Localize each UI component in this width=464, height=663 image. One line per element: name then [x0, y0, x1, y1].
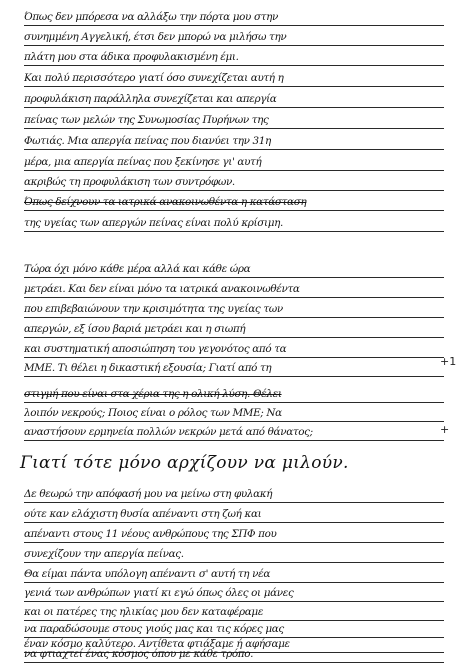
text-line: της υγείας των απεργών πείνας είναι πολύ κρίσιμη. — [24, 216, 444, 232]
text-line: συνημμένη Αγγελική, έτσι δεν μπορώ να μιλήσω την — [24, 30, 444, 46]
text-line: απεργών, εξ ίσου βαριά μετράει και η σιωπή — [24, 322, 444, 338]
text-line: ακριβώς τη προφυλάκιση των συντρόφων. — [24, 175, 444, 191]
heading: Γιατί τότε μόνο αρχίζουν να μιλούν. — [20, 453, 349, 473]
text-line: πλάτη μου στα άδικα προφυλακισμένη έμι. — [24, 50, 444, 66]
margin-mark: + — [440, 423, 450, 436]
text-line: να φτιαχτεί ένας κόσμος όπου με κάθε τρόπο. — [24, 647, 444, 663]
text-line: ΜΜΕ. Τι θέλει η δικαστική εξουσία; Γιατί από τη — [24, 361, 444, 377]
text-line: Θα είμαι πάντα υπόλογη απέναντι σ' αυτή τη νέα — [24, 567, 444, 583]
text-line: απέναντι στους 11 νέους ανθρώπους της ΣΠΦ που — [24, 527, 444, 543]
text-line: Φωτιάς. Μια απεργία πείνας που διανύει την 31η — [24, 134, 444, 150]
text-line: έναν κόσμο καλύτερο. Αντίθετα φτιάξαμε ή αφήσαμε — [24, 637, 444, 653]
text-line-struck: στιγμή που είναι στα χέρια της η ολική λύση. Θέλει — [24, 387, 444, 403]
text-line: και οι πατέρες της ηλικίας μου δεν καταφέραμε — [24, 605, 444, 621]
text-line: συνεχίζουν την απεργία πείνας. — [24, 547, 444, 563]
text-line: πείνας των μελών της Συνωμοσίας Πυρήνων της — [24, 113, 444, 129]
text-line: προφυλάκιση παράλληλα συνεχίζεται και απεργία — [24, 92, 444, 108]
text-line: ούτε καν ελάχιστη θυσία απέναντι στη ζωή και — [24, 507, 444, 523]
text-line: μέρα, μια απεργία πείνας που ξεκίνησε γι' αυτή — [24, 155, 444, 171]
text-line-struck: Όπως δείχνουν τα ιατρικά ανακοινωθέντα η κατάσταση — [24, 195, 444, 211]
text-line: Όπως δεν μπόρεσα να αλλάξω την πόρτα μου στην — [24, 10, 444, 26]
text-line: που επιβεβαιώνουν την κρισιμότητα της υγείας των — [24, 302, 444, 318]
text-line: Δε θεωρώ την απόφασή μου να μείνω στη φυλακή — [24, 487, 444, 503]
text-line: αναστήσουν ερμηνεία πολλών νεκρών μετά από θάνατος; — [24, 425, 444, 441]
text-line: και συστηματική αποσιώπηση του γεγονότος από τα — [24, 342, 444, 358]
text-line: Και πολύ περισσότερο γιατί όσο συνεχίζεται αυτή η — [24, 71, 444, 87]
margin-mark: +1 — [440, 355, 457, 368]
text-line: να παραδώσουμε στους γιούς μας και τις κόρες μας — [24, 622, 444, 638]
text-line: λοιπόν νεκρούς; Ποιος είναι ο ρόλος των ΜΜΕ; Να — [24, 406, 444, 422]
text-line: μετράει. Και δεν είναι μόνο τα ιατρικά ανακοινωθέντα — [24, 282, 444, 298]
text-line: Τώρα όχι μόνο κάθε μέρα αλλά και κάθε ώρα — [24, 262, 444, 278]
text-line: γενιά των ανθρώπων γιατί κι εγώ όπως όλες οι μάνες — [24, 586, 444, 602]
